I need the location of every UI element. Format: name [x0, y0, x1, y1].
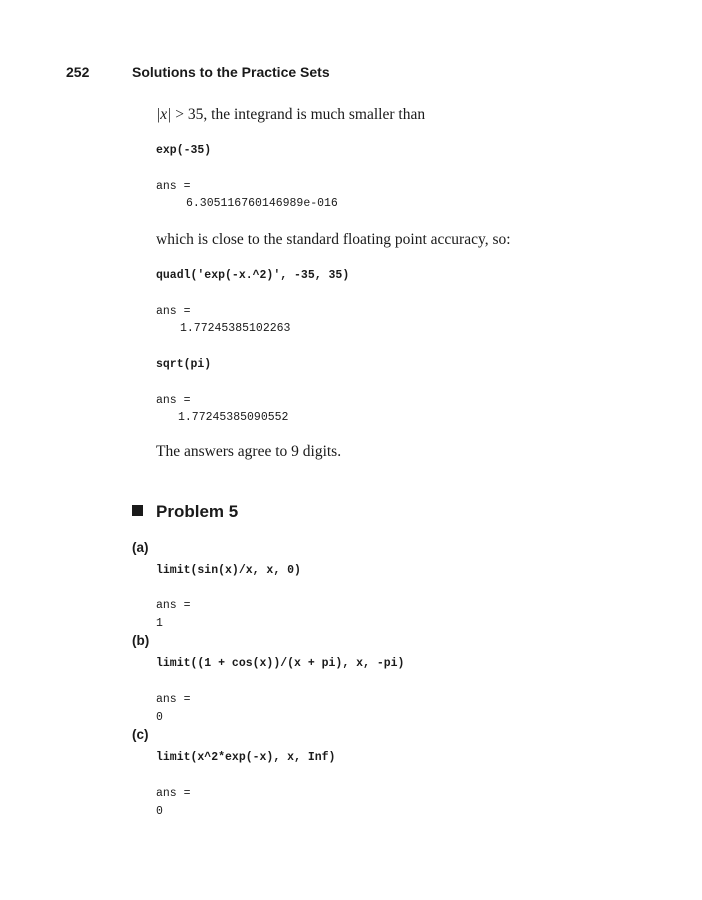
body-paragraph: which is close to the standard floating point accuracy, so: — [156, 231, 511, 248]
ans-label: ans = — [156, 180, 191, 193]
problem-heading — [132, 502, 238, 522]
ans-label: ans = — [156, 305, 191, 318]
command-limit: limit(sin(x)/x, x, 0) — [156, 564, 301, 577]
command-limit: limit(x^2*exp(-x), x, Inf) — [156, 751, 336, 764]
ans-value: 0 — [156, 805, 163, 818]
ans-value: 0 — [156, 711, 163, 724]
part-label: (c) — [132, 727, 149, 742]
ans-value: 6.305116760146989e-016 — [186, 197, 338, 210]
part-label: (a) — [132, 540, 149, 555]
ans-label: ans = — [156, 787, 191, 800]
square-bullet-icon — [132, 505, 143, 516]
ans-value: 1.77245385090552 — [178, 411, 289, 424]
problem-title: Problem 5 — [156, 502, 239, 521]
part-label: (b) — [132, 633, 150, 648]
body-paragraph: The answers agree to 9 digits. — [156, 443, 342, 460]
ans-label: ans = — [156, 599, 191, 612]
command-sqrt: sqrt(pi) — [156, 358, 212, 371]
ans-value: 1.77245385102263 — [180, 322, 291, 335]
abs-x-expression: |x| — [156, 106, 172, 123]
ans-label: ans = — [156, 394, 191, 407]
intro-text: > 35, the integrand is much smaller than — [171, 106, 426, 123]
running-title: Solutions to the Practice Sets — [132, 64, 330, 80]
page-number: 252 — [66, 64, 90, 80]
intro-line — [156, 106, 425, 124]
command-quadl: quadl('exp(-x.^2)', -35, 35) — [156, 269, 350, 282]
command-limit: limit((1 + cos(x))/(x + pi), x, -pi) — [156, 657, 405, 670]
command-exp: exp(-35) — [156, 144, 212, 157]
ans-label: ans = — [156, 693, 191, 706]
ans-value: 1 — [156, 617, 163, 630]
